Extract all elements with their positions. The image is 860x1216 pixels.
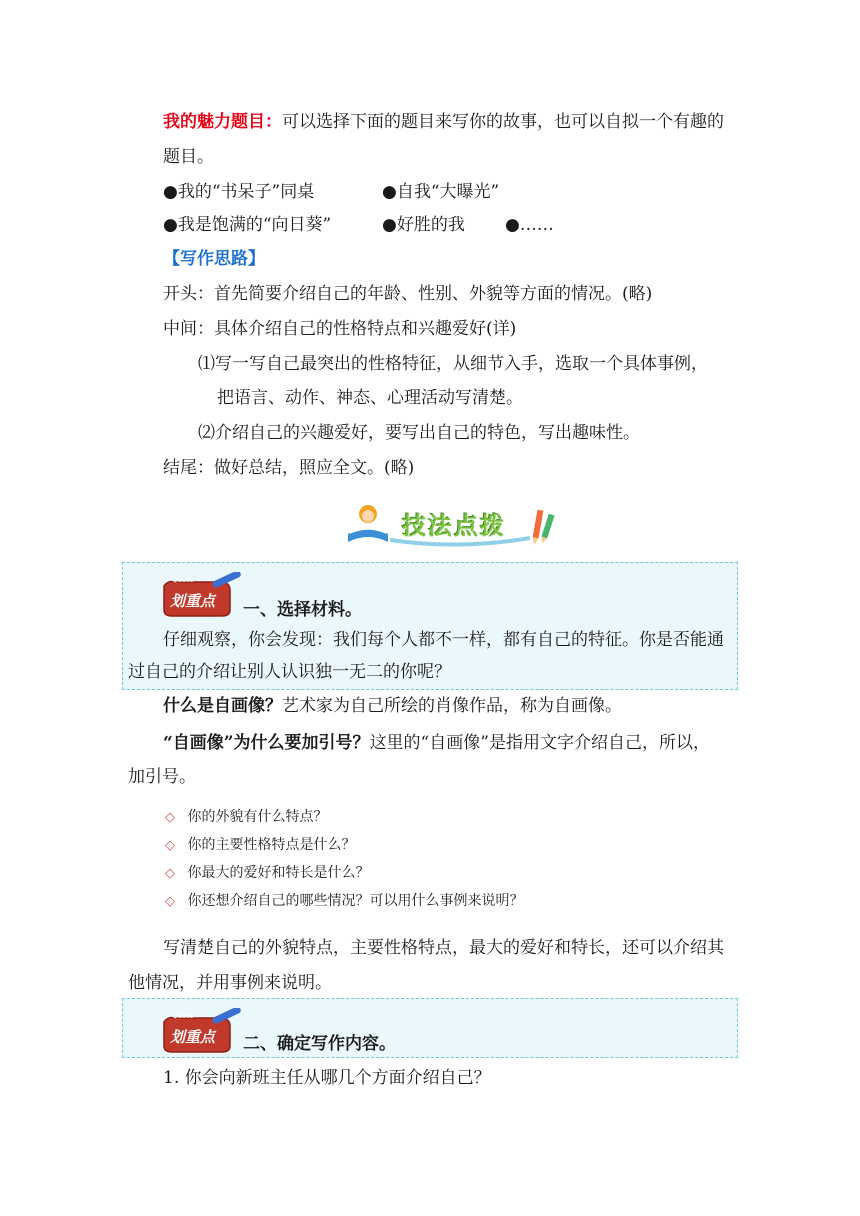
topic-line-2: 题目。 — [163, 147, 214, 167]
list-item: ◇ 你还想介绍自己的哪些情况？可以用什么事例来说明？ — [165, 893, 524, 909]
summary-line-1: 写清楚自己的外貌特点，主要性格特点，最大的爱好和特长，还可以介绍其 — [163, 938, 724, 958]
approach-ending: 结尾：做好总结，照应全文。(略) — [163, 458, 415, 478]
approach-opening: 开头：首先简要介绍自己的年龄、性别、外貌等方面的情况。(略) — [163, 284, 653, 304]
banner-title: 技法点拨 — [402, 512, 506, 540]
diamond-icon: ◇ — [165, 866, 175, 881]
topic-line-1 — [163, 110, 724, 134]
qa-answer-2: 这里的“自画像”是指用文字介绍自己，所以， — [369, 733, 710, 753]
approach-point-2: ⑵介绍自己的兴趣爱好，要写出自己的特色，写出趣味性。 — [198, 423, 640, 443]
diamond-icon: ◇ — [165, 810, 175, 825]
approach-point-1: ⑴写一写自己最突出的性格特征，从细节入手，选取一个具体事例， — [198, 354, 708, 374]
list-item: ◇ 你的外貌有什么特点？ — [165, 809, 328, 825]
badge-label: 划重点 — [170, 1028, 216, 1046]
item-1: 1. 你会向新班主任从哪几个方面介绍自己？ — [163, 1068, 491, 1088]
approach-middle: 中间：具体介绍自己的性格特点和兴趣爱好(详) — [163, 319, 517, 339]
qa-line-1 — [163, 694, 622, 718]
qa-answer-2-cont: 加引号。 — [128, 767, 196, 787]
list-item: ◇ 你最大的爱好和特长是什么？ — [165, 865, 370, 881]
section-1-body-1: 仔细观察，你会发现：我们每个人都不一样，都有自己的特征。你是否能通 — [163, 630, 724, 650]
section-1-title: 一、选择材料。 — [243, 600, 362, 620]
approach-point-1-cont: 把语言、动作、神态、心理活动写清楚。 — [217, 388, 523, 408]
option-self-expose: ●自我“大曝光” — [382, 182, 500, 202]
diamond-icon: ◇ — [165, 838, 175, 853]
topic-label: 我的魅力题目： — [163, 112, 282, 132]
diamond-icon: ◇ — [165, 894, 175, 909]
section-2-badge — [160, 1008, 244, 1056]
question-list — [165, 802, 585, 920]
list-item: ◇ 你的主要性格特点是什么？ — [165, 837, 356, 853]
section-1-body-2: 过自己的介绍让别人认识独一无二的你呢？ — [128, 662, 451, 682]
qa-answer-1: 艺术家为自己所绘的肖像作品，称为自画像。 — [282, 696, 622, 716]
section-2-title: 二、确定写作内容。 — [243, 1034, 396, 1054]
summary-line-2: 他情况，并用事例来说明。 — [128, 973, 332, 993]
badge-label: 划重点 — [170, 592, 216, 610]
option-book-nerd: ●我的“书呆子”同桌 — [163, 182, 315, 202]
badge-quote-label: Quote — [172, 1012, 194, 1020]
badge-quote-label: Quote — [172, 576, 194, 584]
option-competitive: ●好胜的我 — [382, 215, 465, 235]
option-etc: ●…… — [505, 215, 554, 235]
technique-banner — [340, 500, 560, 548]
approach-heading: 【写作思路】 — [163, 249, 265, 269]
qa-line-2 — [163, 731, 710, 755]
topic-text: 可以选择下面的题目来写你的故事，也可以自拟一个有趣的 — [282, 112, 724, 132]
qa-question-2: “自画像”为什么要加引号？ — [163, 733, 370, 753]
option-sunflower: ●我是饱满的“向日葵” — [163, 215, 332, 235]
section-1-badge — [160, 572, 244, 620]
qa-question-1: 什么是自画像？ — [163, 696, 282, 716]
